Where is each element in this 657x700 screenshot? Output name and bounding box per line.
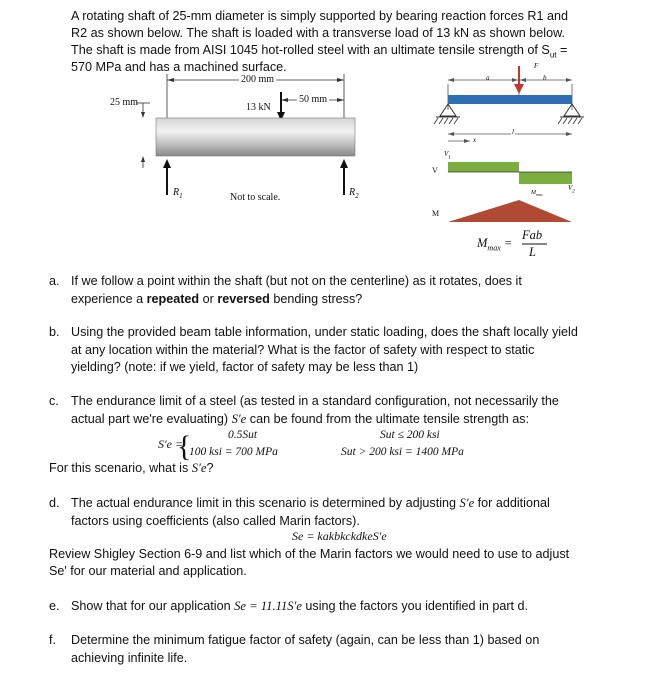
left-support	[440, 104, 456, 116]
question-c-followup: For this scenario, what is S′e?	[49, 461, 214, 475]
question-b-body	[71, 324, 578, 377]
question-a-line-2: experience a repeated or reversed bending stress?	[71, 291, 363, 306]
question-f-body	[71, 632, 539, 667]
shear-positive-block	[448, 162, 519, 172]
x-label: x	[473, 136, 477, 144]
intro-line-3-text: The shaft is made from AISI 1045 hot-rolled steel with an ultimate tensile strength of S	[71, 43, 550, 57]
marin-equation: Se = kakbkckdkeS′e	[292, 529, 387, 543]
case2-value: 100 ksi = 700 MPa	[189, 446, 278, 458]
moment-diagram	[448, 200, 572, 222]
l-label: l	[512, 128, 514, 136]
question-c	[49, 393, 649, 429]
shaft-body	[156, 118, 355, 156]
moment-triangle	[448, 200, 572, 222]
question-c-body	[71, 393, 559, 428]
cases-brace: {	[177, 430, 192, 463]
question-c-line-2: actual part we're evaluating) S′e can be found from the ultimate tensile strength as:	[71, 411, 530, 426]
intro-line-4: 570 MPa and has a machined surface.	[71, 60, 287, 74]
b-label: b	[543, 74, 547, 82]
dim-50mm-label: 50 mm	[299, 94, 328, 105]
question-e-letter: e.	[49, 599, 60, 613]
formula-numerator: Fab	[522, 228, 543, 242]
question-d	[49, 495, 649, 531]
v-axis-label: V	[432, 166, 438, 175]
r1-label: $R_1$	[173, 187, 183, 200]
load-arrow	[277, 92, 285, 121]
question-c-letter: c.	[49, 394, 59, 408]
not-to-scale-note: Not to scale.	[230, 192, 281, 203]
dim-diameter	[136, 103, 150, 168]
sut-subscript: ut	[549, 50, 557, 60]
case1-condition: Sut ≤ 200 ksi	[380, 429, 440, 441]
question-d-line-2: factors using coefficients (also called Marin factors).	[71, 513, 360, 528]
question-b-letter: b.	[49, 325, 60, 339]
formula-lhs: $M_{max}$ =	[477, 236, 513, 253]
question-f-line-1: Determine the minimum fatigue factor of safety (again, can be less than 1) based on	[71, 633, 540, 647]
case1-value: 0.5Sut	[228, 429, 258, 441]
review-line-1: Review Shigley Section 6-9 and list which of the Marin factors we would need to use to adjust	[49, 547, 570, 561]
shear-diagram	[448, 162, 572, 184]
load-label: 13 kN	[246, 102, 271, 113]
review-line-2: Se' for our material and application.	[49, 564, 247, 578]
dim-diameter-label: 25 mm	[110, 97, 139, 108]
question-f-line-2: achieving infinite life.	[71, 650, 188, 665]
endurance-eq-lhs: S′e =	[158, 437, 184, 451]
question-a-line-1: If we follow a point within the shaft (but not on the centerline) as it rotates, does it	[71, 274, 522, 288]
formula-denominator: L	[529, 245, 536, 259]
question-a-letter: a.	[49, 274, 60, 288]
r2-label: $R_2$	[349, 187, 359, 200]
right-support	[564, 104, 580, 116]
question-c-line-1: The endurance limit of a steel (as tested in a standard configuration, not necessarily the	[71, 394, 559, 408]
question-b-line-1: Using the provided beam table information, under static loading, does the shaft locally yield	[71, 325, 578, 339]
question-a	[49, 273, 649, 309]
question-e	[49, 598, 649, 616]
question-b	[49, 324, 649, 378]
question-b-line-3: yielding? (note: if we yield, factor of safety may be less than 1)	[71, 360, 419, 374]
question-d-line-1: The actual endurance limit in this scenario is determined by adjusting S′e for additional	[71, 496, 550, 510]
case2-condition: Sut > 200 ksi = 1400 MPa	[341, 446, 464, 458]
v1-label: $V_1$	[444, 150, 451, 161]
reaction-r2-arrow	[340, 159, 348, 195]
question-f-letter: f.	[49, 633, 56, 647]
beam-diagram	[434, 66, 584, 143]
mmax-label: $M_{max}$	[531, 190, 543, 198]
question-a-body	[71, 273, 522, 308]
question-b-line-2: at any location within the material? What is the factor of safety with respect to static	[71, 342, 535, 357]
force-label: F	[534, 62, 539, 70]
dim-200mm-label: 200 mm	[241, 74, 275, 85]
beam-bar	[448, 95, 572, 104]
question-d-body	[71, 495, 550, 530]
shear-negative-block	[519, 172, 572, 184]
question-e-body: Show that for our application Se = 11.11S′e using the factors you identified in part d.	[71, 599, 529, 613]
intro-line-2: R2 as shown below. The shaft is loaded with a transverse load of 13 kN as shown below.	[71, 26, 566, 40]
question-d-letter: d.	[49, 496, 60, 510]
m-axis-label: M	[432, 209, 440, 218]
reaction-r1-arrow	[163, 159, 171, 195]
intro-equals: =	[556, 43, 568, 57]
v2-label: $V_2$	[568, 184, 575, 195]
intro-line-1: A rotating shaft of 25-mm diameter is simply supported by bearing reaction forces R1 and	[71, 9, 568, 23]
a-label: a	[486, 74, 490, 82]
question-f	[49, 632, 649, 668]
